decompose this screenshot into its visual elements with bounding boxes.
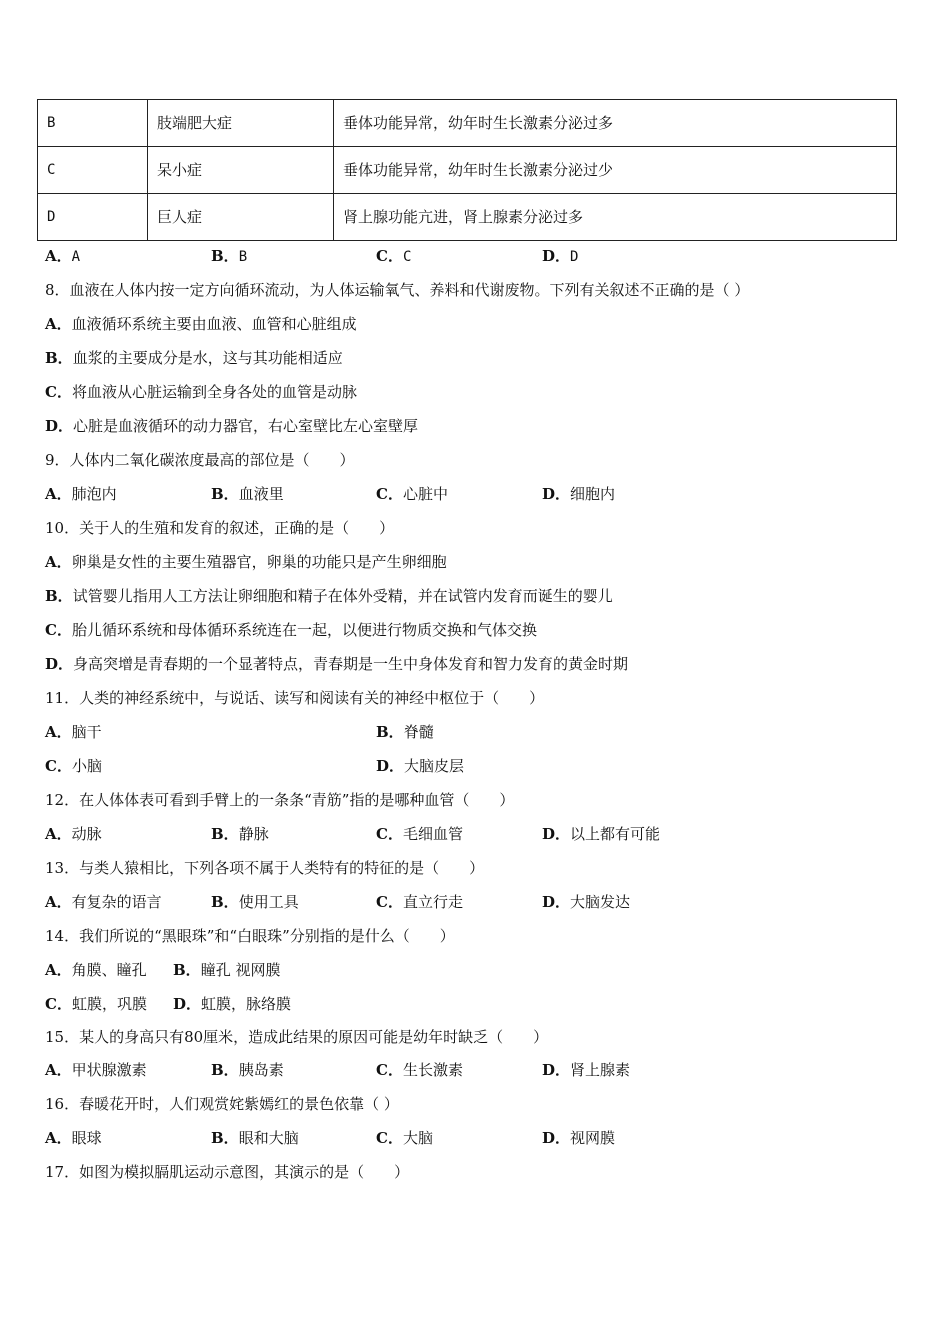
q12-option-b: B．静脉 — [211, 825, 269, 843]
q11-option-d: D．大脑皮层 — [376, 757, 465, 775]
table-row — [38, 147, 897, 194]
q13-option-c: C．直立行走 — [376, 893, 463, 911]
q15-option-a: A．甲状腺激素 — [45, 1061, 147, 1079]
table-cell-disease: 呆小症 — [148, 147, 334, 194]
q12-option-a: A．动脉 — [45, 825, 102, 843]
q9-option-d: D．细胞内 — [542, 485, 616, 503]
q8-option-a: A．血液循环系统主要由血液、血管和心脏组成 — [45, 315, 357, 333]
table-row — [38, 194, 897, 241]
q10-option-c: C．胎儿循环系统和母体循环系统连在一起，以便进行物质交换和气体交换 — [45, 621, 537, 639]
q14-option-d: D．虹膜，脉络膜 — [173, 995, 292, 1013]
q7-option-a: A．A — [45, 247, 81, 265]
q14-stem: 14．我们所说的“黑眼珠”和“白眼珠”分别指的是什么（ ） — [45, 927, 455, 945]
q16-option-c: C．大脑 — [376, 1129, 433, 1147]
endocrine-disease-table — [37, 99, 897, 241]
table-cell-disease: 巨人症 — [148, 194, 334, 241]
q15-stem: 15．某人的身高只有80厘米，造成此结果的原因可能是幼年时缺乏（ ） — [45, 1028, 549, 1046]
q9-option-a: A．肺泡内 — [45, 485, 117, 503]
q8-stem: 8．血液在人体内按一定方向循环流动，为人体运输氧气、养料和代谢废物。下列有关叙述不正确的是（ ） — [45, 281, 750, 299]
q9-option-b: B．血液里 — [211, 485, 284, 503]
q11-option-c: C．小脑 — [45, 757, 102, 775]
q11-option-b: B．脊髓 — [376, 723, 434, 741]
q11-stem: 11．人类的神经系统中，与说话、读写和阅读有关的神经中枢位于（ ） — [45, 689, 545, 707]
q13-option-b: B．使用工具 — [211, 893, 299, 911]
q13-stem: 13．与类人猿相比，下列各项不属于人类特有的特征的是（ ） — [45, 859, 485, 877]
q13-option-a: A．有复杂的语言 — [45, 893, 162, 911]
q8-option-c: C．将血液从心脏运输到全身各处的血管是动脉 — [45, 383, 357, 401]
table-cell-disease: 肢端肥大症 — [148, 100, 334, 147]
q17-stem: 17．如图为模拟膈肌运动示意图，其演示的是（ ） — [45, 1163, 410, 1181]
q12-option-c: C．毛细血管 — [376, 825, 463, 843]
q10-stem: 10．关于人的生殖和发育的叙述，正确的是（ ） — [45, 519, 395, 537]
q8-option-b: B．血浆的主要成分是水，这与其功能相适应 — [45, 349, 343, 367]
q7-option-b: B．B — [211, 247, 248, 265]
q15-option-b: B．胰岛素 — [211, 1061, 284, 1079]
q10-option-b: B．试管婴儿指用人工方法让卵细胞和精子在体外受精，并在试管内发育而诞生的婴儿 — [45, 587, 613, 605]
table-cell-key: D — [38, 194, 148, 241]
q11-option-a: A．脑干 — [45, 723, 102, 741]
q16-option-a: A．眼球 — [45, 1129, 102, 1147]
q7-option-d: D．D — [542, 247, 579, 265]
q15-option-c: C．生长激素 — [376, 1061, 463, 1079]
q8-option-d: D．心脏是血液循环的动力器官，右心室壁比左心室壁厚 — [45, 417, 419, 435]
q10-option-a: A．卵巢是女性的主要生殖器官，卵巢的功能只是产生卵细胞 — [45, 553, 447, 571]
q16-option-d: D．视网膜 — [542, 1129, 616, 1147]
q12-option-d: D．以上都有可能 — [542, 825, 661, 843]
q15-option-d: D．肾上腺素 — [542, 1061, 631, 1079]
q12-stem: 12．在人体体表可看到手臂上的一条条“青筋”指的是哪种血管（ ） — [45, 791, 515, 809]
table-cell-key: C — [38, 147, 148, 194]
q13-option-d: D．大脑发达 — [542, 893, 631, 911]
q16-stem: 16．春暖花开时，人们观赏姹紫嫣红的景色依靠（ ） — [45, 1095, 399, 1113]
table-cell-cause: 肾上腺功能亢进，肾上腺素分泌过多 — [334, 194, 897, 241]
q14-option-b: B．瞳孔 视网膜 — [173, 961, 281, 979]
q14-option-a: A．角膜、瞳孔 — [45, 961, 147, 979]
q10-option-d: D．身高突增是青春期的一个显著特点，青春期是一生中身体发育和智力发育的黄金时期 — [45, 655, 629, 673]
table-cell-cause: 垂体功能异常，幼年时生长激素分泌过少 — [334, 147, 897, 194]
q14-option-c: C．虹膜，巩膜 — [45, 995, 147, 1013]
q16-option-b: B．眼和大脑 — [211, 1129, 299, 1147]
q7-option-c: C．C — [376, 247, 412, 265]
table-cell-cause: 垂体功能异常，幼年时生长激素分泌过多 — [334, 100, 897, 147]
q9-stem: 9．人体内二氧化碳浓度最高的部位是（ ） — [45, 451, 355, 469]
table-cell-key: B — [38, 100, 148, 147]
table-row — [38, 100, 897, 147]
q9-option-c: C．心脏中 — [376, 485, 448, 503]
